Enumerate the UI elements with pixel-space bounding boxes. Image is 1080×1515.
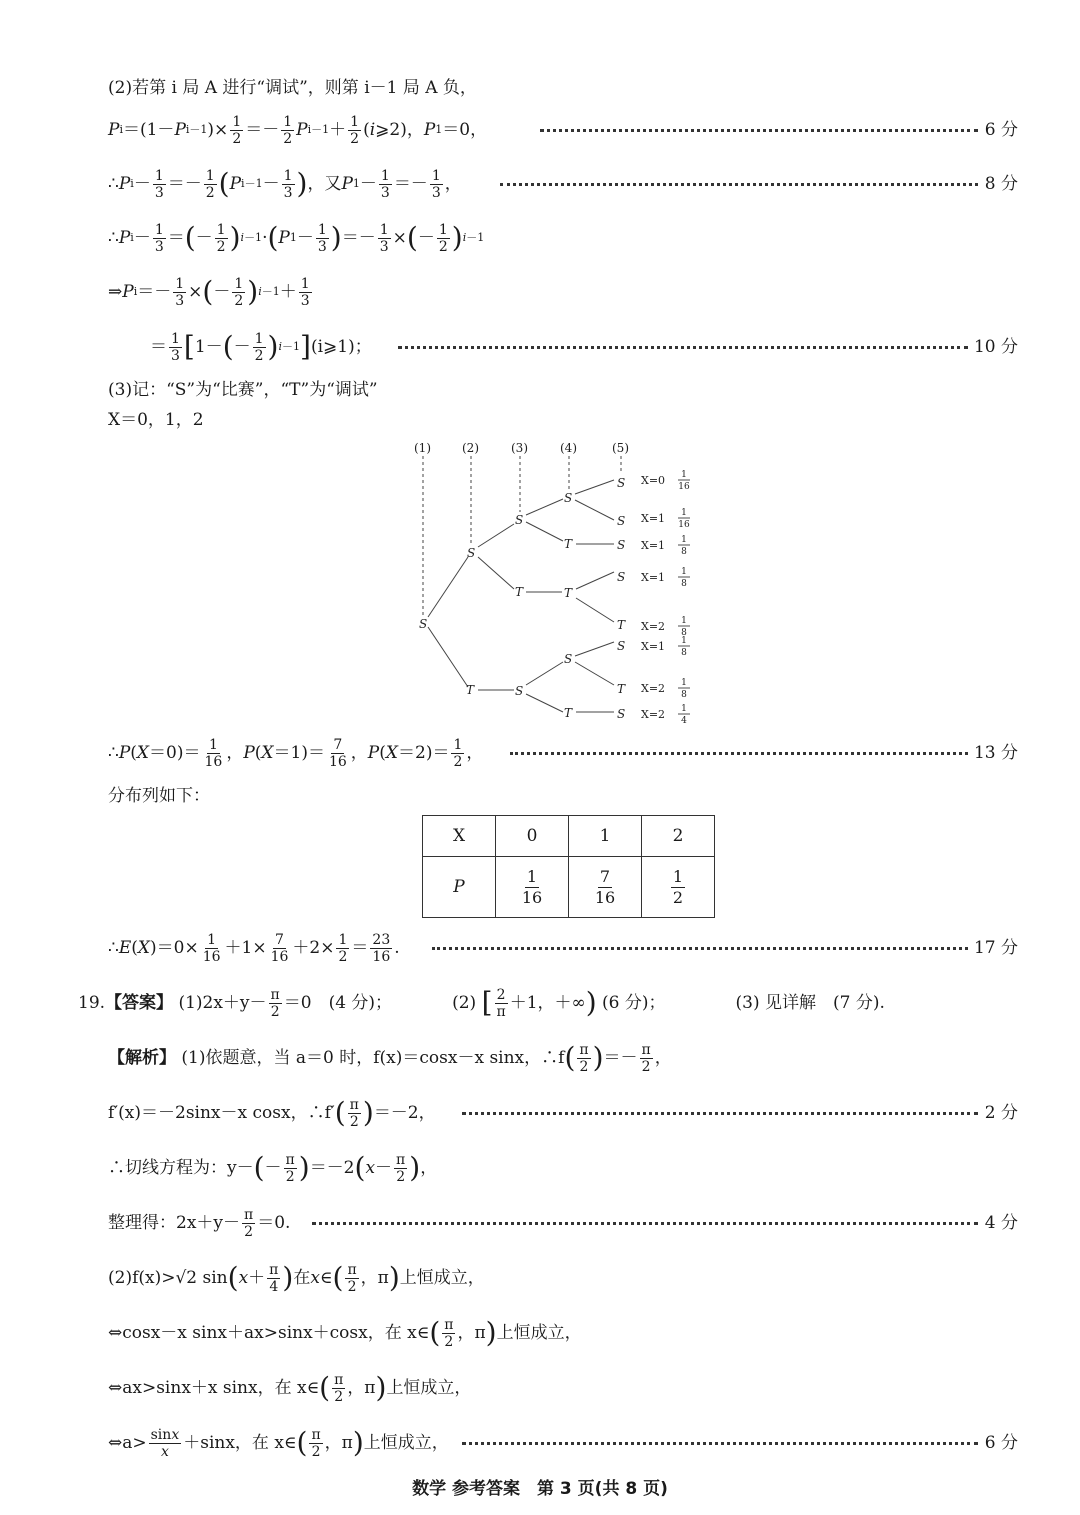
cell-den: 16 [594,887,616,907]
outcome-prob-den: 8 [681,547,687,557]
tree-node: S [419,617,428,631]
tree-node: S [617,639,626,653]
outcome-prob-den: 16 [678,520,690,530]
dot-leader [540,129,978,132]
condition-line-4 [0,1423,1080,1463]
score: 13 分 [973,743,1018,763]
outcome-prob-den: 8 [681,579,687,589]
outcome-prob-den: 8 [681,690,687,700]
outcome-prob-num: 1 [681,508,687,518]
dist-caption-line [0,776,1080,816]
tangent-line [0,1148,1080,1188]
condition-line-2 [0,1313,1080,1353]
outcome-prob-num: 1 [681,678,687,688]
outcome-x: X=2 [641,708,666,721]
cell-num: 1 [526,866,538,886]
score: 2 分 [984,1103,1018,1123]
condition-4-text: ⇔a> [108,1433,147,1453]
pi-formula-line [0,272,1080,312]
score: 6 分 [984,1433,1018,1453]
x-values: X＝0，1，2 [108,410,204,430]
outcome-prob-den: 16 [678,482,690,492]
table-cell [496,857,569,918]
condition-3: ⇔ax>sinx＋x sinx，在 x∈ ( $\frac{\pi}{2}$ ，π ) 上恒成立， [108,1368,471,1408]
tree-node: T [564,537,573,551]
condition: (i⩾1)； [310,337,372,357]
tree-node: S [515,684,524,698]
answer-label: 【答案】 [105,993,174,1013]
tree-node: T [617,618,626,632]
score: 10 分 [973,337,1018,357]
q19-answer-line [0,983,1080,1023]
score: 4 分 [984,1213,1018,1233]
answer-1: (1)2x＋y－ [178,993,267,1013]
table-row-label [423,857,496,918]
tree-col-label: (2) [462,441,479,455]
answer-2-tail: (6 分)； [602,993,666,1013]
outcome-x: X=1 [641,640,666,653]
simplify-line [0,1203,1080,1243]
hold-text: 上恒成立， [496,1323,582,1343]
derivative-formula: f′(x)＝－2sinx－x cosx，∴f′ ( $\frac{\pi}{2}$ ) ＝－2， [108,1093,436,1133]
tree-node: S [617,570,626,584]
cell-den: 16 [521,887,543,907]
probabilities-line [0,733,1080,773]
dot-leader [462,1112,978,1115]
table-header: 1 [569,816,642,857]
outcome-prob-num: 1 [681,535,687,545]
outcome-prob-den: 8 [681,648,687,658]
outcome-prob-num: 1 [681,636,687,646]
hold-text: 上恒成立， [363,1433,449,1453]
cell-num: 7 [599,866,611,886]
derivative-line [0,1093,1080,1133]
analysis-1: 【解析】 (1)依题意，当 a＝0 时，f(x)＝cosx－x sinx，∴f ( $\frac{\pi}{2}$ ) ＝－ $\frac{\pi}{2}$ ， [108,1038,672,1078]
dist-caption: 分布列如下： [108,786,210,806]
cell-den: 2 [672,887,684,907]
tree-node: T [515,585,524,599]
outcome-probabilities [678,470,690,726]
q19-number: 19. [78,993,106,1013]
outcome-prob-den: 8 [681,628,687,638]
geometric-formula: ∴ P i － $\frac{1}{3}$ ＝－ $\frac{1}{2}$ ( P i－1 － $\frac{1}{3}$ ) ，又 P 1 － $\frac{1}{3}$ ＝－ $\frac{1}{3}$ ， [108,164,462,204]
general-term-line [0,218,1080,258]
score: 6 分 [984,120,1018,140]
part2-intro-line [0,68,1080,108]
analysis-line [0,1038,1080,1078]
hold-text: 上恒成立， [386,1378,472,1398]
table-cell [569,857,642,918]
condition-1: (2)f(x)>√2 sin ( x ＋ $\frac{\pi}{4}$ ) 在 x ∈ ( $\frac{\pi}{2}$ ，π ) 上恒成立， [108,1258,485,1298]
outcome-x: X=0 [641,474,666,487]
analysis-label: 【解析】 [108,1048,176,1068]
tree-node: S [617,514,626,528]
dot-leader [312,1222,978,1225]
pi-simplified: ＝ $\frac{1}{3}$ [ 1－ ( － $\frac{1}{2}$ ) i－1 ] (i⩾1)； [150,327,372,367]
outcome-x: X=2 [641,682,666,695]
tree-node: S [564,491,573,505]
table-header: 0 [496,816,569,857]
cell-num: 1 [672,866,684,886]
condition-2: ⇔cosx－x sinx＋ax>sinx＋cosx，在 x∈ ( $\frac{\pi}{2}$ ，π ) 上恒成立， [108,1313,582,1353]
tree-node: S [617,538,626,552]
score: 17 分 [973,938,1018,958]
dot-leader [500,183,978,186]
expectation-formula: ∴ E ( X )＝0× $\frac{1}{16}$ ＋1× $\frac{7}{16}$ ＋2× $\frac{1}{2}$ ＝ $\frac{23}{16}$ . [108,931,400,965]
table-cell [642,857,715,918]
tree-col-label: (3) [511,441,528,455]
outcome-prob-num: 1 [681,470,687,480]
outcome-x: X=1 [641,539,666,552]
condition-4-tail: ＋sinx，在 x∈ [183,1433,297,1453]
part2-intro: (2)若第 i 局 A 进行“调试”，则第 i－1 局 A 负， [108,78,477,98]
dot-leader [432,947,968,950]
recurrence-line [0,110,1080,150]
condition-2-text: ⇔cosx－x sinx＋ax>sinx＋cosx，在 x∈ [108,1323,430,1343]
tree-node: T [617,682,626,696]
derivative-text: f′(x)＝－2sinx－x cosx，∴f′ [108,1103,335,1123]
score: 8 分 [984,174,1018,194]
outcome-x: X=1 [641,512,666,525]
condition-line-3 [0,1368,1080,1408]
table-header: 2 [642,816,715,857]
probabilities-formula: ∴ P ( X ＝0)＝ $\frac{1}{16}$ ， P ( X ＝1)＝ $\frac{7}{16}$ ， P ( X ＝2)＝ $\frac{1}{2}$ ， [108,736,484,770]
dot-leader [398,346,968,349]
tree-node: S [564,652,573,666]
tree-node: S [617,707,626,721]
geometric-line [0,164,1080,204]
condition-3-text: ⇔ax>sinx＋x sinx，在 x∈ [108,1378,320,1398]
condition-line-1 [0,1258,1080,1298]
tree-col-label: (1) [414,441,431,455]
distribution-table [422,815,715,918]
hold-text: 上恒成立， [399,1268,485,1288]
answer-2-label: (2) [452,993,477,1013]
simplify-text: 整理得：2x＋y－ [108,1213,241,1233]
you-text: ，又 [307,174,342,194]
general-term-formula: ∴ P i － $\frac{1}{3}$ ＝ ( － $\frac{1}{2}$ ) i－1 · ( P 1 － $\frac{1}{3}$ ) ＝－ $\frac{1}{3}$ × ( － $\frac{1}{2}$ ) i－1 [108,221,485,255]
outcome-prob-num: 1 [681,567,687,577]
analysis-text: (1)依题意，当 a＝0 时，f(x)＝cosx－x sinx，∴f [181,1048,565,1068]
outcome-x: X=1 [641,571,666,584]
outcome-x: X=2 [641,620,666,633]
tree-node: S [467,546,476,560]
part3-note: (3)记：“S”为“比赛”，“T”为“调试” [108,380,378,400]
simplify-formula: 整理得：2x＋y－ $\frac{\pi}{2}$ ＝0. [108,1203,290,1243]
table-header: X [423,816,496,857]
probability-tree [400,432,720,732]
outcome-prob-den: 4 [681,716,687,726]
outcome-prob-num: 1 [681,704,687,714]
tangent-text: ∴切线方程为：y－ [108,1158,254,1178]
row-label-p: P [453,877,465,897]
page-footer: 数学 参考答案 第 3 页(共 8 页) [412,1479,668,1499]
tangent-formula: ∴切线方程为：y－ ( － $\frac{\pi}{2}$ ) ＝－2 ( x － $\frac{\pi}{2}$ ) ， [108,1148,437,1188]
condition-1-text: (2)f(x)>√2 sin [108,1268,228,1288]
outcome-prob-num: 1 [681,616,687,626]
tree-node: T [564,586,573,600]
tree-node: S [515,513,524,527]
tree-col-label: (4) [560,441,577,455]
dot-leader [462,1442,978,1445]
answer-3: (3) 见详解 (7 分). [735,993,885,1013]
tree-node: T [466,683,475,697]
tree-node: T [564,706,573,720]
tree-node: S [617,476,626,490]
pi-formula: ⇒ P i ＝－ $\frac{1}{3}$ × ( － $\frac{1}{2}$ ) i－1 ＋ $\frac{1}{3}$ [108,275,310,309]
recurrence-formula: P i ＝(1－ P i－1 )× $\frac{1}{2}$ ＝－ $\frac{1}{2}$ P i－1 ＋ $\frac{1}{2}$ ( i ⩾2)， P 1 ＝0， [108,113,488,147]
q19-answer: 19. 【答案】 (1)2x＋y－ $\frac{\pi}{2}$ ＝0 (4 分)； (2) [ $\frac{2}{\pi}$ ＋1，＋∞ ) (6 分)； (3) 见详解 (7 分). [78,983,885,1023]
condition-4: ⇔a> $\frac{\sin x}{x}$ ＋sinx，在 x∈ ( $\frac{\pi}{2}$ ，π ) 上恒成立， [108,1423,449,1463]
expectation-line [0,928,1080,968]
answer-1-tail: ＝0 (4 分)； [283,993,393,1013]
pi-simplified-line [0,327,1080,367]
tree-col-label: (5) [612,441,629,455]
dot-leader [510,752,968,755]
